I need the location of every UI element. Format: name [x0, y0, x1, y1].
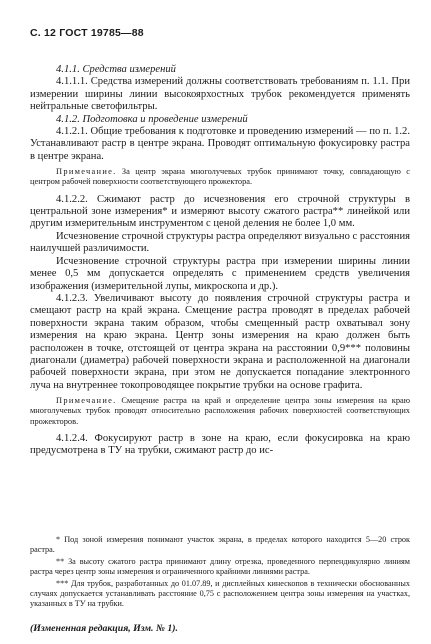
note-2-label: Примечание. — [56, 396, 117, 406]
amendment-note: (Измененная редакция, Изм. № 1). — [30, 623, 178, 634]
footnotes — [30, 535, 410, 611]
page-header: С. 12 ГОСТ 19785—88 — [30, 27, 144, 39]
main-text — [30, 64, 410, 458]
note-2 — [30, 396, 410, 427]
paragraph-4-1-2-3: 4.1.2.3. Увеличивают высоту до появления строчной структуры растра и смещают растр на край экрана. Смещение растра проводят в пределах рабочей поверхности экрана таким образом, чтобы смещенный растр охватывал зону измерения на краю экрана. Центр зоны измерения на краю должен быть расположен в точке, отстоящей от центра экрана на расстоянии 0,9*** половины диагонали (диаметра) рабочей поверхности экрана и расположенной на диагонали рабочей поверхности экрана, при этом не допускается попадание электронного луча на внутреннее токопроводящее покрытие трубки на основе графита. — [30, 292, 410, 391]
section-4-1-1-title: 4.1.1. Средства измерений — [56, 64, 176, 75]
footnote-2: ** За высоту сжатого растра принимают длину отрезка, проведенного перпендикулярно линиям растра через центр зоны измерения и ограниченного крайними линиями растра. — [30, 557, 410, 576]
paragraph-4-1-1-1: 4.1.1.1. Средства измерений должны соответствовать требованиям п. 1.1. При измерении ширины линии высокоярхостных трубок рекомендуется применять нейтральные светофильтры. — [30, 76, 410, 113]
paragraph-4-1-2-1: 4.1.2.1. Общие требования к подготовке и проведению измерений — по п. 1.2. Устанавливают растр в центре экрана. Проводят оптимальную фокусировку растра в центре экрана. — [30, 126, 410, 162]
note-1 — [30, 167, 410, 187]
paragraph-4-1-2-4: 4.1.2.4. Фокусируют растр в зоне на краю, если фокусировка на краю предусмотрена в ТУ на трубки, сжимают растр до ис- — [30, 432, 410, 457]
footnote-1: * Под зоной измерения понимают участок экрана, в пределах которого находится 5—20 строк растра. — [30, 535, 410, 554]
paragraph-4-1-2-2: 4.1.2.2. Сжимают растр до исчезновения его строчной структуры в центральной зоне измерения* и измеряют высоту сжатого растра** линейкой или другим измерительным инструментом с ценой деления не более 1,0 мм. — [30, 193, 410, 230]
note-1-text: За центр экрана многолучевых трубок принимают точку, совпадающую с центром рабочей поверхности соответствующего прожектора. — [30, 167, 410, 187]
note-1-label: Примечание. — [56, 167, 117, 177]
paragraph-4-1-2-2-b: Исчезновение строчной структуры растра определяют визуально с расстояния наилучшей различимости. — [30, 230, 410, 255]
footnote-3: *** Для трубок, разработанных до 01.07.89, и дисплейных кинескопов в технически обоснованных случаях допускается устанавливать расстояние 0,75 с расположением центра зоны измерения на участках, указанных в ТУ на трубки. — [30, 579, 410, 608]
note-2-text: Смещение растра на край и определение центра зоны измерения на краю многолучевых трубок проводят относительно расположения рабочих поверхностей соответствующих прожекторов. — [30, 396, 411, 426]
paragraph-4-1-2-2-c: Исчезновение строчной структуры растра при измерении ширины линии менее 0,5 мм допускается определять с применением средств увеличения изображения (измерительной лупы, микроскопа и др.). — [30, 255, 410, 292]
section-4-1-2-title: 4.1.2. Подготовка и проведение измерений — [56, 113, 248, 125]
